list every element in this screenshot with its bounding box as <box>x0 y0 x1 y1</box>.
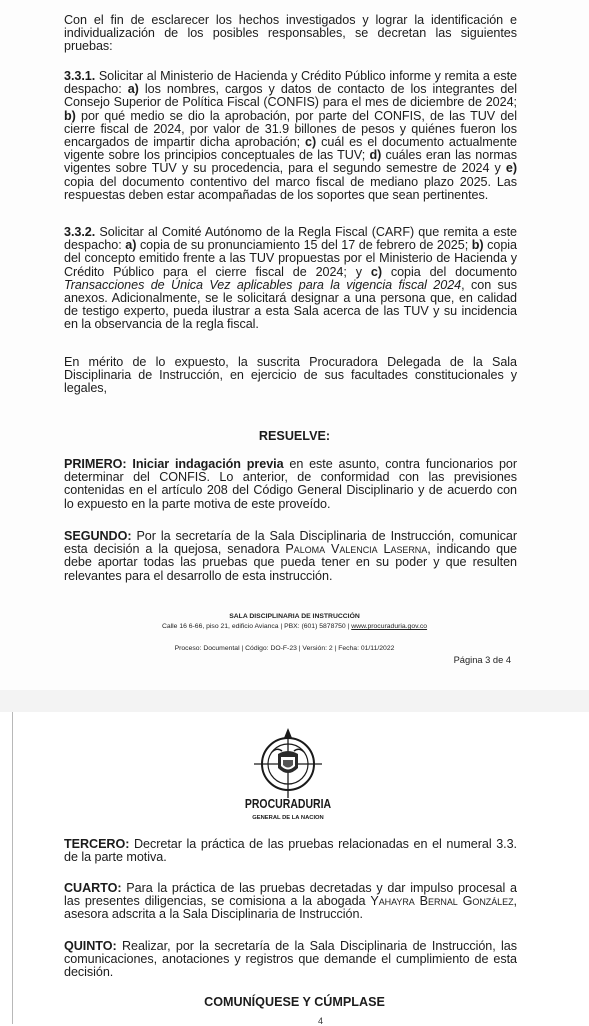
ordinal-label: CUARTO: <box>64 881 122 895</box>
text-run: copia de su pronunciamiento 15 del 17 de febrero de 2025; <box>136 238 472 253</box>
document-title-italic: Transacciones de Única Vez aplicables para la vigencia fiscal 2024 <box>64 277 462 292</box>
footer-title: SALA DISCIPLINARIA DE INSTRUCCIÓN <box>229 613 360 620</box>
item-letter: a) <box>127 82 139 97</box>
ordinal-label: PRIMERO: <box>64 457 127 471</box>
primero-paragraph <box>64 458 517 511</box>
footer-address <box>0 623 589 631</box>
text-run: por qué medio se dio la aprobación, por parte del CONFIS, de las TUV del cierre fiscal de 2024, por valor de 31.9 billones de pesos y quiénes fueron los encargados de impartir dicha aprobación; <box>64 108 517 150</box>
text-run: cuáles eran las normas vigentes sobre TUV y su procedencia, para el segundo semestre de 2024 y <box>64 148 517 176</box>
text-run: copia del concepto emitido frente a las TUV propuestas por el Ministerio de Hacienda y Crédito Público para el cierre fiscal de 2024; y <box>64 238 517 279</box>
section-3-3-2 <box>64 226 517 332</box>
text-run: Solicitar al Ministerio de Hacienda y Crédito Público informe y remita a este despacho: <box>64 69 517 97</box>
text-run: Para la práctica de las pruebas decretadas y dar impulso procesal a las presentes diligencias, se comisiona a la abogada <box>64 881 517 909</box>
cuarto-paragraph <box>64 882 517 922</box>
resuelve-heading: RESUELVE: <box>258 429 331 443</box>
ordinal-label: TERCERO: <box>64 837 130 851</box>
item-letter: e) <box>505 161 517 176</box>
text-run: copia del documento <box>381 264 517 279</box>
intro-paragraph: Con el fin de esclarecer los hechos investigados y lograr la identificación e individualización de los posibles responsables, se decretan las siguientes pruebas: <box>64 13 517 54</box>
page-edge-line <box>12 712 13 1024</box>
text-run: Realizar, por la secretaría de la Sala Disciplinaria de Instrucción, las comunicaciones, anotaciones y registros que demande el cumplimiento de esta decisión. <box>64 939 517 980</box>
item-letter: c) <box>370 264 382 279</box>
text-run: , asesora adscrita a la Sala Disciplinaria de Instrucción. <box>64 894 517 922</box>
text-run: cuál es el documento actualmente vigente sobre los principios conceptuales de las TUV; <box>64 135 517 163</box>
ordinal-label: SEGUNDO: <box>64 529 132 543</box>
text-run: Decretar la práctica de las pruebas relacionadas en el numeral 3.3. de la parte motiva. <box>64 837 517 865</box>
segundo-paragraph <box>64 530 517 583</box>
text-run: , indicando que debe aportar todas las pruebas que pueda tener en su poder y que resulten relevantes para el desarrollo de esta instrucción. <box>64 542 518 583</box>
item-letter: d) <box>369 148 382 163</box>
address-text: Calle 16 6-66, piso 21, edificio Avianca | PBX: (601) 5878750 | <box>161 623 352 630</box>
website-link[interactable]: www.procuraduria.gov.co <box>351 623 428 630</box>
section-number: 3.3.1. <box>64 69 96 83</box>
item-letter: b) <box>471 238 484 253</box>
tercero-paragraph <box>64 838 517 864</box>
text-run: Por la secretaría de la Sala Disciplinaria de Instrucción, comunicar esta decisión a la quejosa, senadora <box>64 529 517 557</box>
bold-text: Iniciar indagación previa <box>126 457 284 471</box>
item-letter: b) <box>64 108 76 123</box>
ordinal-label: QUINTO: <box>64 939 117 953</box>
footer-process: Proceso: Documental | Código: DO-F-23 | Versión: 2 | Fecha: 01/11/2022 <box>174 645 395 652</box>
merito-paragraph: En mérito de lo expuesto, la suscrita Procuradora Delegada de la Sala Disciplinaria de Instrucción, en ejercicio de sus facultades constitucionales y legales, <box>64 355 517 396</box>
text-run: en este asunto, contra funcionarios por determinar del CONFIS. Lo anterior, de conformidad con las previsiones contenidas en el artículo 208 del Código General Disciplinario y de acuerdo con lo expuesto en la parte motiva de este proveído. <box>64 457 517 511</box>
logo-wordmark: PROCURADURIA <box>244 795 332 812</box>
logo-subtitle: GENERAL DE LA NACION <box>252 815 324 821</box>
section-number: 3.3.2. <box>64 225 96 239</box>
page-number: Página 3 de 4 <box>453 655 511 665</box>
item-letter: a) <box>125 238 137 253</box>
text-run: Solicitar al Comité Autónomo de la Regla Fiscal (CARF) que remita a este despacho: <box>64 225 517 253</box>
section-3-3-1 <box>64 70 517 202</box>
text-run: , con sus anexos. Adicionalmente, se le solicitará designar a una persona que, en calidad de testigo experto, pueda ilustrar a esta Sala acerca de las TUV y su incidencia en la observancia de la regla fiscal. <box>64 277 518 332</box>
attorney-name: Yahayra Bernal González <box>370 894 514 909</box>
item-letter: c) <box>305 135 317 150</box>
text-run: los nombres, cargos y datos de contacto de los integrantes del Consejo Superior de Política Fiscal (CONFIS) para el mes de diciembre de 2024; <box>64 82 517 110</box>
next-page-number: 4 <box>318 1016 324 1026</box>
senator-name: Paloma Valencia Laserna <box>285 542 428 557</box>
text-run: copia del documento contentivo del marco fiscal de mediano plazo 2025. Las respuestas deben estar acompañadas de los soportes que sean pertinentes. <box>64 174 517 202</box>
closing-heading: COMUNÍQUESE Y CÚMPLASE <box>204 995 385 1009</box>
page-gap <box>0 690 589 712</box>
procuraduria-seal-icon <box>244 728 332 822</box>
quinto-paragraph <box>64 940 517 980</box>
